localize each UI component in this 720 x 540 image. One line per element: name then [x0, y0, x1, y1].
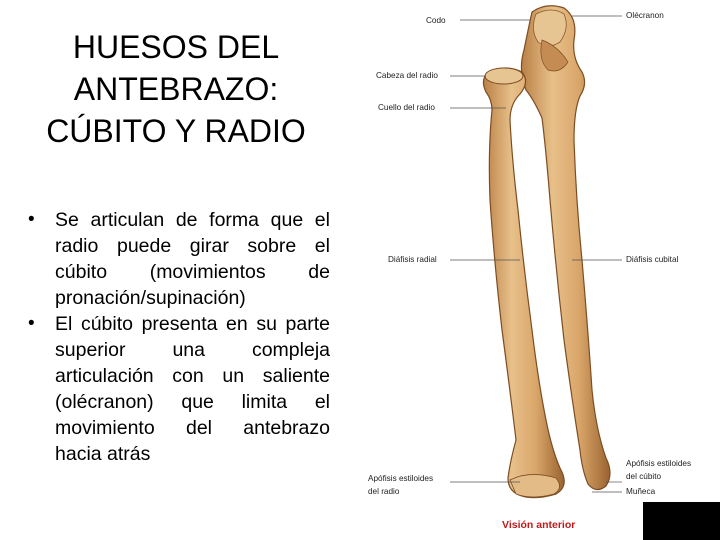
label-cuello-radio: Cuello del radio: [378, 103, 435, 112]
title-line: HUESOS DEL: [72, 29, 280, 65]
bullet-symbol: •: [28, 209, 35, 230]
bullet-list: [28, 207, 330, 467]
label-apofisis-cubito-2: del cúbito: [626, 472, 662, 481]
label-diafisis-radial: Diáfisis radial: [388, 255, 437, 264]
bullet-item: [28, 207, 330, 311]
radius-head: [485, 68, 523, 84]
bullet-item: [28, 311, 330, 467]
slide-title: [20, 26, 332, 152]
title-line: ANTEBRAZO:: [73, 71, 279, 107]
radius-styloid: [510, 474, 560, 497]
label-apofisis-cubito-1: Apófisis estiloides: [626, 459, 692, 468]
label-diafisis-cubital: Diáfisis cubital: [626, 255, 679, 264]
title-line: CÚBITO Y RADIO: [46, 113, 306, 149]
figure-caption: Visión anterior: [502, 519, 576, 531]
label-apofisis-radio-2: del radio: [368, 487, 400, 496]
bullet-text: El cúbito presenta en su parte superior una compleja articulación con un saliente (olécranon) que limita el movimiento del antebrazo hacia atrás: [55, 313, 330, 465]
label-muneca: Muñeca: [626, 487, 656, 496]
label-codo: Codo: [426, 16, 446, 25]
label-apofisis-radio-1: Apófisis estiloides: [368, 474, 434, 483]
label-cabeza-radio: Cabeza del radio: [376, 71, 438, 80]
corner-block: [643, 502, 720, 540]
ulna-olecranon: [533, 10, 566, 46]
label-olecranon: Olécranon: [626, 11, 664, 20]
forearm-bones-illustration: [360, 0, 720, 540]
bullet-symbol: •: [28, 313, 35, 334]
bullet-text: Se articulan de forma que el radio puede girar sobre el cúbito (movimientos de pronación/supinación): [55, 209, 330, 309]
